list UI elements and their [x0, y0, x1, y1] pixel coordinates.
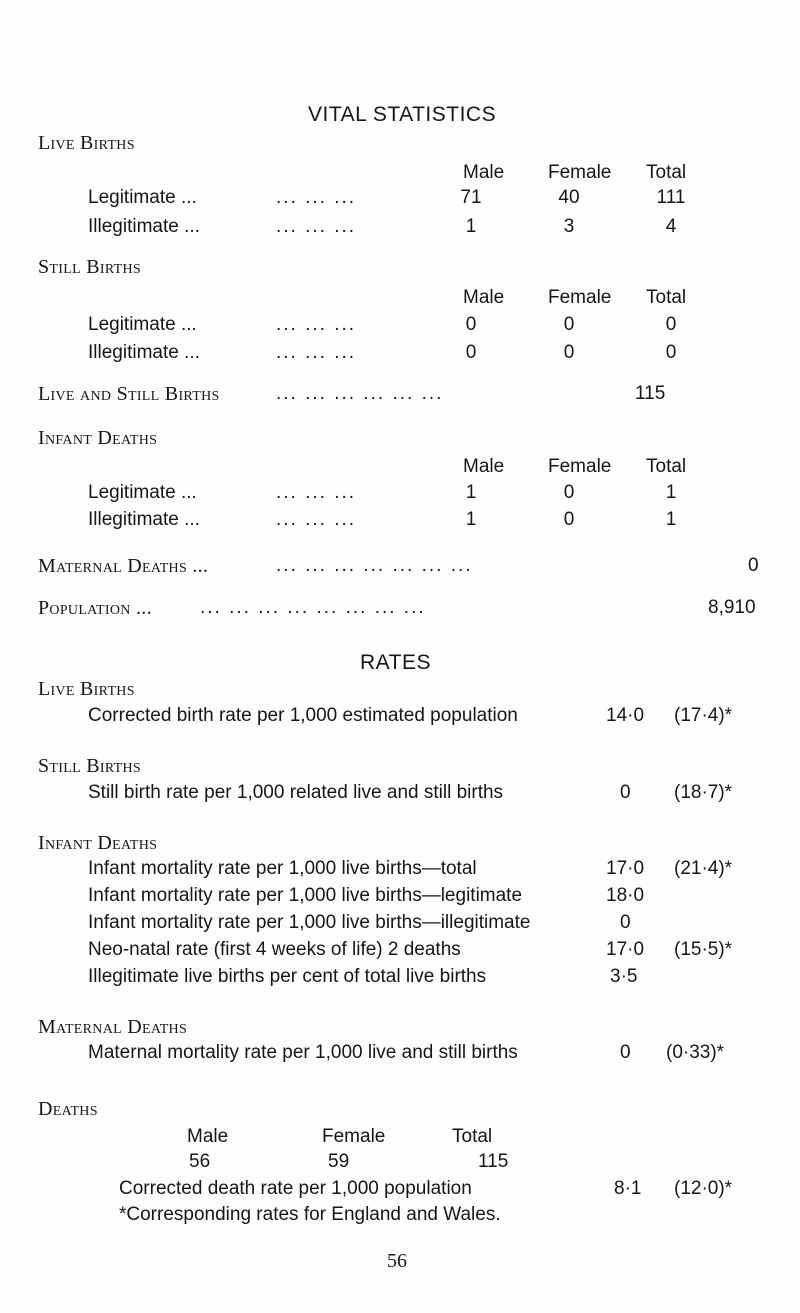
section-heading-still-births: Still Births [38, 256, 141, 278]
value-male: 1 [465, 482, 477, 503]
rate-value: 14·0 [606, 705, 645, 726]
value-male: 0 [465, 342, 477, 363]
value-female: 0 [563, 342, 575, 363]
value-total: 4 [665, 216, 677, 237]
value-total: 115 [478, 1151, 509, 1172]
rate-text: Corrected death rate per 1,000 population [119, 1178, 472, 1199]
value-female: 40 [558, 187, 580, 208]
rate-value: 17·0 [606, 939, 645, 960]
rate-text: Illegitimate live births per cent of total live births [88, 966, 487, 987]
leader-dots: ... ... ... ... ... ... ... [276, 555, 473, 576]
value-male: 71 [460, 187, 482, 208]
col-header-female: Female [548, 287, 612, 308]
row-label: Legitimate ... [88, 482, 197, 503]
rate-text: Corrected birth rate per 1,000 estimated population [88, 705, 518, 726]
row-label: Legitimate ... [88, 314, 197, 335]
rates-heading-still-births: Still Births [38, 755, 141, 777]
rate-value: 0 [620, 782, 631, 803]
col-header-female: Female [322, 1126, 386, 1147]
value-total: 1 [665, 482, 677, 503]
value-female: 0 [563, 482, 575, 503]
page-title: VITAL STATISTICS [308, 103, 497, 126]
row-label: Illegitimate ... [88, 216, 200, 237]
rate-value: 17·0 [606, 858, 645, 879]
rate-value: 8·1 [614, 1178, 642, 1199]
rate-text: Infant mortality rate per 1,000 live births—legitimate [88, 885, 523, 906]
rates-heading-infant-deaths: Infant Deaths [38, 832, 158, 854]
rate-value: 0 [620, 912, 631, 933]
section-heading-live-and-still-births: Live and Still Births [38, 383, 220, 405]
row-label: Legitimate ... [88, 187, 197, 208]
rate-text: Infant mortality rate per 1,000 live births—illegitimate [88, 912, 531, 933]
rate-reference: (12·0)* [674, 1178, 733, 1199]
rate-text: Neo-natal rate (first 4 weeks of life) 2 deaths [88, 939, 461, 960]
rate-value: 3·5 [610, 966, 638, 987]
rate-text: Infant mortality rate per 1,000 live births—total [88, 858, 477, 879]
value-population: 8,910 [708, 597, 756, 618]
rate-reference: (17·4)* [674, 705, 733, 726]
leader-dots: ... ... ... ... ... ... [276, 383, 444, 404]
value-total: 0 [665, 342, 677, 363]
value-maternal-deaths: 0 [748, 555, 759, 576]
rate-reference: (18·7)* [674, 782, 733, 803]
value-female: 0 [563, 509, 575, 530]
value-male: 0 [465, 314, 477, 335]
rates-title: RATES [360, 651, 431, 674]
value-female: 3 [563, 216, 575, 237]
col-header-female: Female [548, 456, 612, 477]
value-male: 1 [465, 216, 477, 237]
col-header-total: Total [646, 456, 687, 477]
value-male: 56 [189, 1151, 211, 1172]
leader-dots: ... ... ... [276, 342, 357, 363]
rates-heading-deaths: Deaths [38, 1098, 98, 1120]
col-header-female: Female [548, 162, 612, 183]
section-heading-live-births: Live Births [38, 132, 135, 154]
col-header-male: Male [463, 456, 505, 477]
page-number: 56 [387, 1250, 407, 1272]
value-live-and-still-total: 115 [635, 383, 666, 404]
rate-reference: (0·33)* [666, 1042, 725, 1063]
value-female: 0 [563, 314, 575, 335]
value-male: 1 [465, 509, 477, 530]
leader-dots: ... ... ... [276, 187, 357, 208]
col-header-total: Total [452, 1126, 493, 1147]
leader-dots: ... ... ... ... ... ... ... ... [200, 597, 426, 618]
rates-heading-live-births: Live Births [38, 678, 135, 700]
row-label: Illegitimate ... [88, 342, 200, 363]
col-header-male: Male [463, 287, 505, 308]
row-label: Illegitimate ... [88, 509, 200, 530]
rate-value: 0 [620, 1042, 631, 1063]
leader-dots: ... ... ... [276, 509, 357, 530]
col-header-total: Total [646, 162, 687, 183]
value-total: 111 [656, 187, 686, 208]
value-total: 0 [665, 314, 677, 335]
col-header-total: Total [646, 287, 687, 308]
section-heading-maternal-deaths: Maternal Deaths ... [38, 555, 209, 577]
section-heading-population: Population ... [38, 597, 152, 619]
col-header-male: Male [187, 1126, 229, 1147]
col-header-male: Male [463, 162, 505, 183]
rate-text: Still birth rate per 1,000 related live and still births [88, 782, 504, 803]
leader-dots: ... ... ... [276, 314, 357, 335]
rate-text: Maternal mortality rate per 1,000 live and still births [88, 1042, 518, 1063]
rates-heading-maternal-deaths: Maternal Deaths [38, 1016, 188, 1038]
rate-value: 18·0 [606, 885, 645, 906]
leader-dots: ... ... ... [276, 216, 357, 237]
footnote: *Corresponding rates for England and Wales. [119, 1204, 501, 1225]
rate-reference: (21·4)* [674, 858, 733, 879]
rate-reference: (15·5)* [674, 939, 733, 960]
section-heading-infant-deaths: Infant Deaths [38, 427, 158, 449]
leader-dots: ... ... ... [276, 482, 357, 503]
value-total: 1 [665, 509, 677, 530]
value-female: 59 [328, 1151, 350, 1172]
